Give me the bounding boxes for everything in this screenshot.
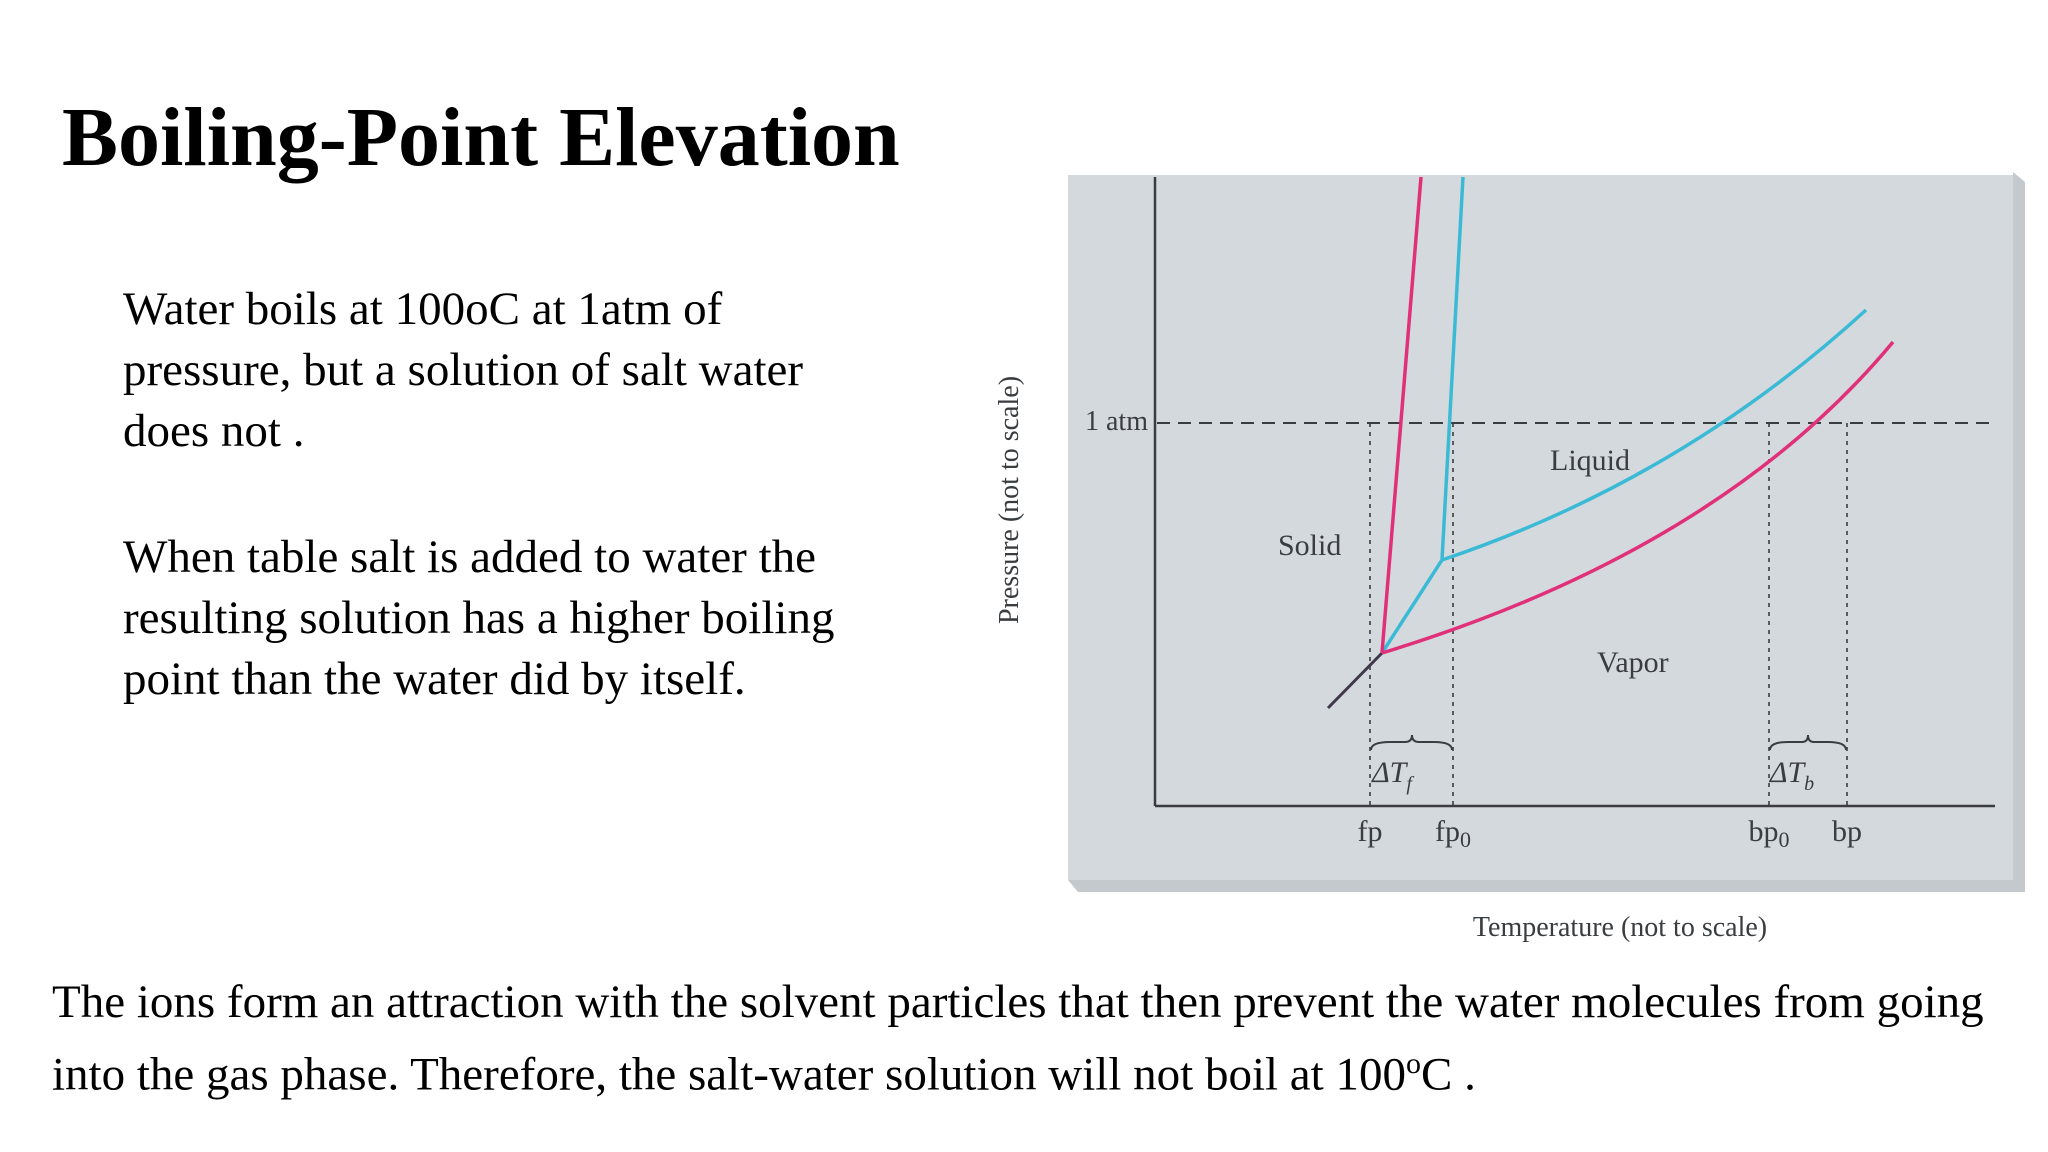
intro-paragraph: Water boils at 100oC at 1atm of pressure, but a solution of salt water does not . bbox=[123, 283, 804, 457]
x-axis-title: Temperature (not to scale) bbox=[1472, 912, 1768, 943]
tick-bp0: $bp_0$ bbox=[1748, 815, 1790, 852]
solid-label: Solid bbox=[1278, 529, 1342, 562]
tick-bp: bp bbox=[1832, 815, 1862, 848]
tick-fp0: $fp_0$ bbox=[1435, 815, 1471, 852]
conclusion-text: The ions form an attraction with the solvent particles that then prevent the water molecules from going into the gas phase. Therefore, the salt-water solution will not boil at 100 bbox=[52, 976, 1984, 1101]
y-axis-title: Pressure (not to scale) bbox=[994, 375, 1025, 625]
conclusion-unit: C . bbox=[1420, 1048, 1476, 1101]
plot-panel bbox=[1068, 175, 2013, 880]
conclusion-paragraph bbox=[52, 972, 2012, 1106]
salt-paragraph: When table salt is added to water the resulting solution has a higher boiling point than the water did by itself. bbox=[123, 531, 835, 705]
one-atm-label: 1 atm bbox=[1085, 406, 1148, 437]
delta-tf-label: $\Delta T_f$ bbox=[1372, 756, 1412, 795]
degree-superscript: o bbox=[1405, 1047, 1421, 1080]
delta-tb-label: $\Delta T_b$ bbox=[1769, 756, 1815, 795]
slide-title: Boiling-Point Elevation bbox=[62, 91, 900, 184]
tick-fp: fp bbox=[1357, 815, 1383, 848]
liquid-label: Liquid bbox=[1550, 444, 1630, 477]
phase-diagram bbox=[994, 160, 2040, 960]
vapor-label: Vapor bbox=[1597, 646, 1669, 679]
